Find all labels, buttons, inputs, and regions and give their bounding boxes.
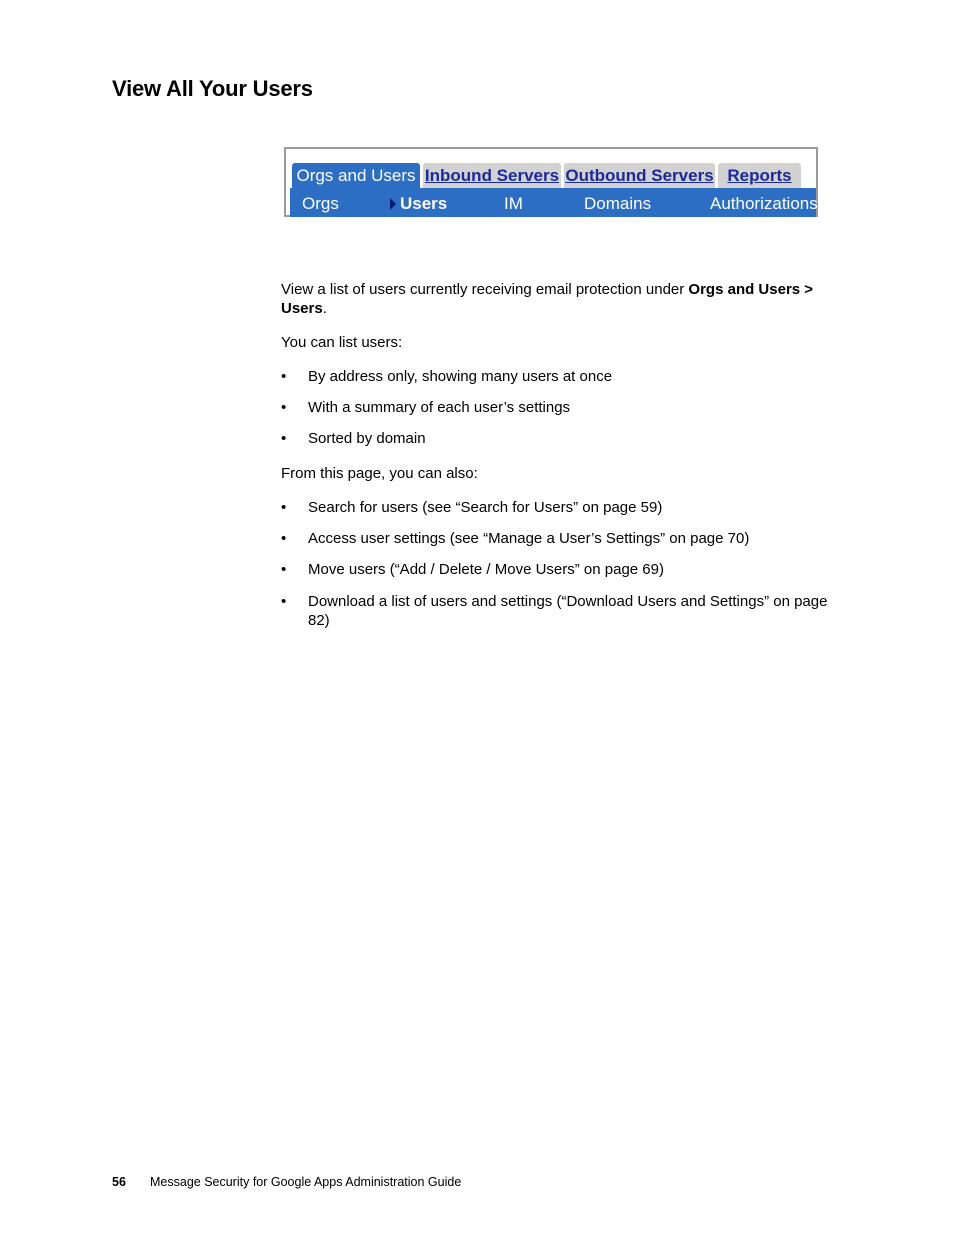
list-item-text: With a summary of each user’s settings bbox=[308, 399, 571, 416]
main-tabs bbox=[290, 161, 816, 188]
intro-end: . bbox=[322, 300, 327, 317]
bullet: • bbox=[281, 499, 287, 516]
bullet: • bbox=[281, 593, 287, 610]
bullet: • bbox=[281, 561, 287, 578]
list-item-text: Download a list of users and settings (“Download Users and Settings” on page 82) bbox=[308, 593, 828, 629]
intro-text: View a list of users currently receiving email protection under bbox=[281, 281, 689, 298]
subtab-orgs[interactable]: Orgs bbox=[302, 194, 339, 213]
bullet: • bbox=[281, 430, 287, 447]
subtab-im[interactable]: IM bbox=[504, 194, 523, 213]
menu-path: Orgs and Users > Users bbox=[281, 281, 814, 317]
tab-orgs-and-users[interactable]: Orgs and Users bbox=[292, 163, 420, 188]
tab-outbound-servers[interactable]: Outbound Servers bbox=[564, 163, 715, 188]
bullet: • bbox=[281, 368, 287, 385]
bullet: • bbox=[281, 530, 287, 547]
subtab-domains[interactable]: Domains bbox=[584, 194, 652, 213]
list-intro: You can list users: bbox=[281, 334, 403, 351]
current-arrow-icon bbox=[390, 198, 396, 210]
bullet: • bbox=[281, 399, 287, 416]
list-item-text: Move users (“Add / Delete / Move Users” on page 69) bbox=[308, 561, 664, 578]
sub-navigation-bar bbox=[290, 188, 816, 217]
navigation-screenshot bbox=[284, 147, 818, 217]
tab-reports[interactable]: Reports bbox=[718, 163, 801, 188]
intro-paragraph bbox=[281, 280, 841, 318]
also-intro: From this page, you can also: bbox=[281, 465, 478, 482]
tab-inbound-servers[interactable]: Inbound Servers bbox=[423, 163, 561, 188]
document-title: Message Security for Google Apps Administration Guide bbox=[150, 1175, 462, 1189]
list-item-text: Sorted by domain bbox=[308, 430, 426, 447]
subtab-authorizations[interactable]: Authorizations bbox=[710, 194, 818, 213]
list-item-text: By address only, showing many users at once bbox=[308, 368, 613, 385]
section-heading: View All Your Users bbox=[112, 76, 313, 101]
page-number: 56 bbox=[112, 1175, 126, 1189]
subtab-users[interactable]: Users bbox=[400, 194, 448, 213]
list-item-text: Access user settings (see “Manage a User’s Settings” on page 70) bbox=[308, 530, 750, 547]
list-item-text: Search for users (see “Search for Users” on page 59) bbox=[308, 499, 663, 516]
